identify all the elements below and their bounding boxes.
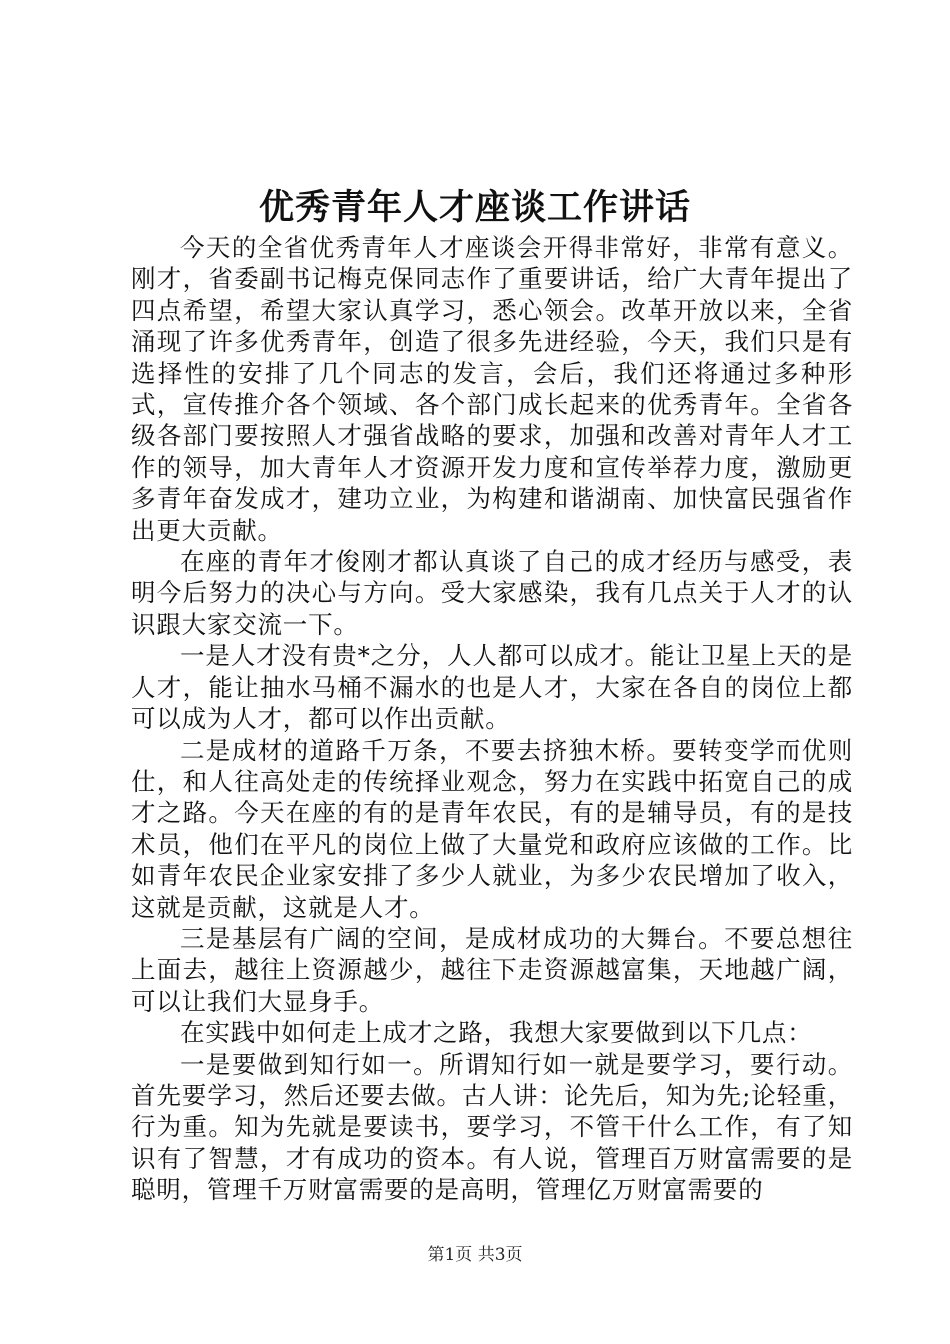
paragraph: 在实践中如何走上成才之路，我想大家要做到以下几点： <box>180 1018 813 1048</box>
paragraph: 今天的全省优秀青年人才座谈会开得非常好，非常有意义。刚才，省委副书记梅克保同志作了重要讲话，给广大青年提出了四点希望，希望大家认真学习，悉心领会。改革开放以来，全省涌现了许多优秀青年，创造了很多先进经验，今天，我们只是有选择性的安排了几个同志的发言，会后，我们还将通过多种形式，宣传推介各个领域、各个部门成长起来的优秀青年。全省各级各部门要按照人才强省战略的要求，加强和改善对青年人才工作的领导，加大青年人才资源开发力度和宣传举荐力度，激励更多青年奋发成才，建功立业，为构建和谐湖南、加快富民强省作出更大贡献。 <box>131 233 853 545</box>
page-number-footer: 第1页 共3页 <box>427 1245 523 1265</box>
paragraph: 在座的青年才俊刚才都认真谈了自己的成才经历与感受，表明今后努力的决心与方向。受大家感染，我有几点关于人才的认识跟大家交流一下。 <box>131 547 853 639</box>
document-body <box>131 232 853 1206</box>
paragraph: 二是成材的道路千万条，不要去挤独木桥。要转变学而优则仕，和人往高处走的传统择业观念，努力在实践中拓宽自己的成才之路。今天在座的有的是青年农民，有的是辅导员，有的是技术员，他们在平凡的岗位上做了大量党和政府应该做的工作。比如青年农民企业家安排了多少人就业，为多少农民增加了收入，这就是贡献，这就是人才。 <box>131 735 853 922</box>
paragraph: 一是人才没有贵*之分，人人都可以成才。能让卫星上天的是人才，能让抽水马桶不漏水的也是人才，大家在各自的岗位上都可以成为人才，都可以作出贡献。 <box>131 641 853 734</box>
paragraph: 一是要做到知行如一。所谓知行如一就是要学习，要行动。首先要学习，然后还要去做。古人讲：论先后，知为先;论轻重，行为重。知为先就是要读书，要学习，不管干什么工作，有了知识有了智慧，才有成功的资本。有人说，管理百万财富需要的是聪明，管理千万财富需要的是高明，管理亿万财富需要的 <box>131 1049 853 1205</box>
document-title: 优秀青年人才座谈工作讲话 <box>258 187 691 228</box>
paragraph: 三是基层有广阔的空间，是成材成功的大舞台。不要总想往上面去，越往上资源越少，越往下走资源越富集，天地越广阔，可以让我们大显身手。 <box>131 923 853 1016</box>
